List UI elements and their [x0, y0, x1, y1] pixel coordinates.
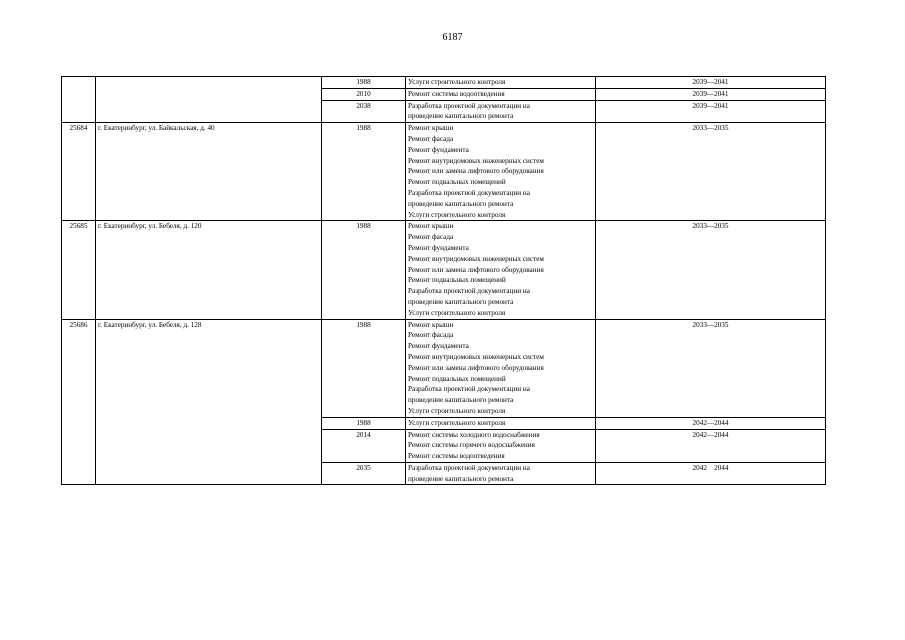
year-cell: 1988 — [322, 221, 406, 319]
year-cell: 1988 — [322, 77, 406, 89]
work-item: Ремонт подвальных помещений — [408, 178, 506, 187]
works-cell — [406, 462, 596, 485]
row-number-cell: 25685 — [62, 221, 96, 319]
work-item: проведение капитального ремонта — [408, 297, 514, 306]
capital-repair-table — [61, 76, 826, 485]
work-item: Ремонт фундамента — [408, 342, 469, 351]
work-item: Ремонт крыши — [408, 124, 454, 133]
year-cell: 1988 — [322, 417, 406, 429]
work-item: Ремонт системы водоотведения — [408, 452, 505, 461]
works-cell — [406, 77, 596, 89]
period-cell: 2039—2041 — [596, 100, 826, 123]
period-cell: 2042—2044 — [596, 417, 826, 429]
work-item: Ремонт фасада — [408, 331, 454, 340]
work-item: проведение капитального ремонта — [408, 199, 514, 208]
period-cell: 2039—2041 — [596, 88, 826, 100]
work-item: Услуги строительного контроля — [408, 78, 506, 86]
work-item: Разработка проектной документации на — [408, 188, 530, 197]
row-number-cell: 25684 — [62, 123, 96, 221]
works-cell — [406, 221, 596, 319]
work-item: Ремонт крыши — [408, 222, 454, 231]
work-item: Услуги строительного контроля — [408, 406, 506, 415]
row-number-cell — [62, 77, 96, 123]
period-cell: 2042 2044 — [596, 462, 826, 485]
table-row — [62, 319, 826, 417]
year-cell: 2038 — [322, 100, 406, 123]
work-item: Ремонт системы водоотведения — [408, 89, 505, 98]
work-item: Услуги строительного контроля — [408, 308, 506, 317]
works-cell — [406, 100, 596, 123]
work-item: Ремонт внутридомовых инженерных систем — [408, 254, 544, 263]
work-item: Ремонт или замена лифтового оборудования — [408, 167, 544, 176]
period-cell: 2042—2044 — [596, 429, 826, 462]
year-cell: 2014 — [322, 429, 406, 462]
period-cell: 2033—2035 — [596, 123, 826, 221]
work-item: Ремонт фундамента — [408, 243, 469, 252]
year-cell: 2010 — [322, 88, 406, 100]
work-item: Ремонт фасада — [408, 134, 454, 143]
table-row — [62, 221, 826, 319]
work-item: Ремонт крыши — [408, 320, 454, 329]
work-item: Ремонт или замена лифтового оборудования — [408, 363, 544, 372]
work-item: Ремонт внутридомовых инженерных систем — [408, 352, 544, 361]
period-cell: 2033—2035 — [596, 319, 826, 417]
work-item: Ремонт или замена лифтового оборудования — [408, 265, 544, 274]
work-item: Услуги строительного контроля — [408, 418, 506, 427]
year-cell: 1988 — [322, 123, 406, 221]
work-item: проведение капитального ремонта — [408, 474, 514, 483]
work-item: Разработка проектной документации на — [408, 385, 530, 394]
address-cell: г. Екатеринбург, ул. Бебеля, д. 120 — [96, 221, 322, 319]
work-item: Ремонт внутридомовых инженерных систем — [408, 156, 544, 165]
address-cell — [96, 77, 322, 123]
works-cell — [406, 88, 596, 100]
work-item: проведение капитального ремонта — [408, 112, 514, 121]
work-item: Разработка проектной документации на — [408, 287, 530, 296]
period-cell: 2033—2035 — [596, 221, 826, 319]
page-number: 6187 — [442, 32, 463, 43]
work-item: Ремонт фундамента — [408, 145, 469, 154]
work-item: проведение капитального ремонта — [408, 396, 514, 405]
work-item: Услуги строительного контроля — [408, 210, 506, 219]
work-item: Разработка проектной документации на — [408, 101, 530, 110]
address-cell: г. Екатеринбург, ул. Байкальская, д. 40 — [96, 123, 322, 221]
works-cell — [406, 123, 596, 221]
year-cell: 2035 — [322, 462, 406, 485]
table-row — [62, 123, 826, 221]
address-cell: г. Екатеринбург, ул. Бебеля, д. 128 — [96, 319, 322, 485]
works-cell — [406, 429, 596, 462]
work-item: Разработка проектной документации на — [408, 463, 530, 472]
row-number-cell: 25686 — [62, 319, 96, 485]
period-cell: 2039—2041 — [596, 77, 826, 89]
works-cell — [406, 319, 596, 417]
work-item: Ремонт системы холодного водоснабжения — [408, 430, 540, 439]
work-item: Ремонт подвальных помещений — [408, 374, 506, 383]
work-item: Ремонт фасада — [408, 233, 454, 242]
work-item: Ремонт системы горячего водоснабжения — [408, 441, 535, 450]
table-row — [62, 77, 826, 89]
works-cell — [406, 417, 596, 429]
work-item: Ремонт подвальных помещений — [408, 276, 506, 285]
year-cell: 1988 — [322, 319, 406, 417]
